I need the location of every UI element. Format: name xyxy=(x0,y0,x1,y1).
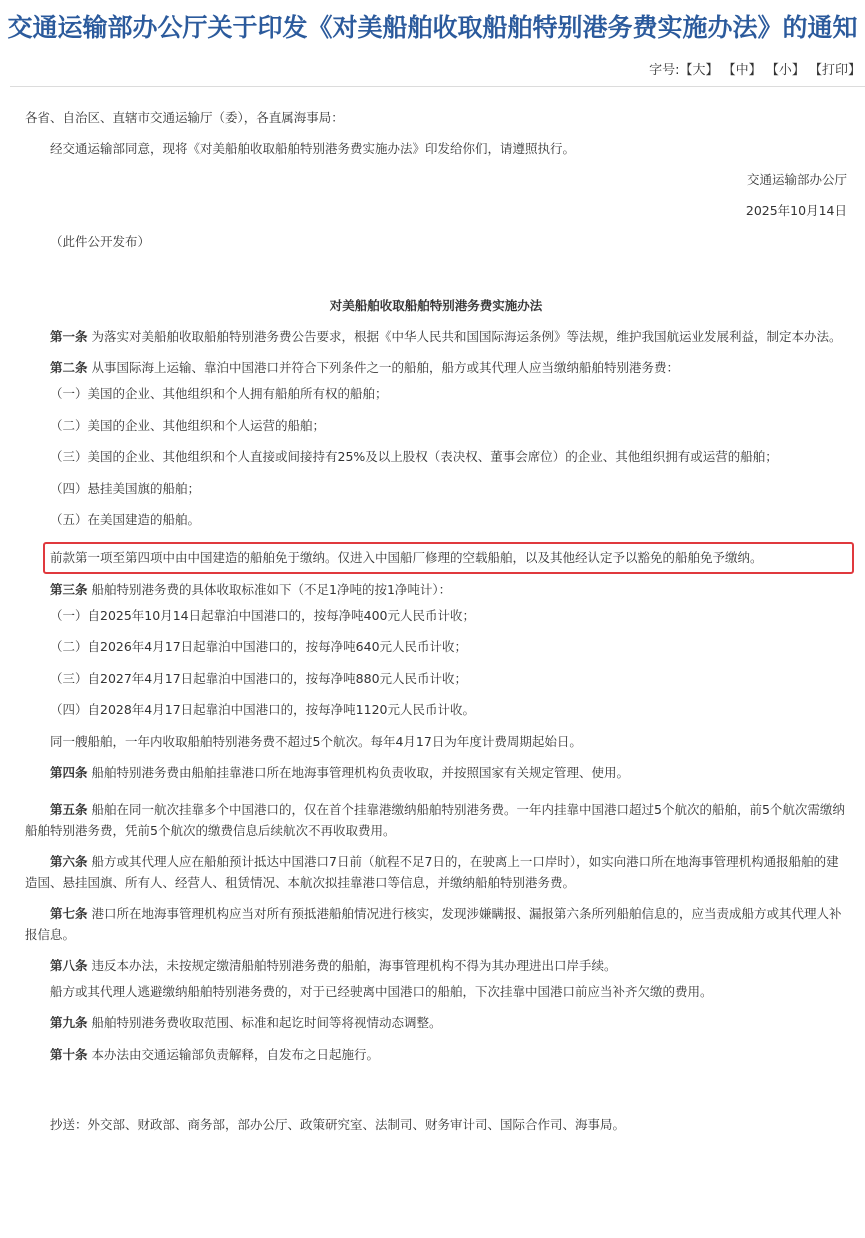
article-8-extra: 船方或其代理人逃避缴纳船舶特别港务费的，对于已经驶离中国港口的船舶，下次挂靠中国港口前应当补齐欠缴的费用。 xyxy=(50,983,713,999)
list-item: （五）在美国建造的船舶。 xyxy=(50,512,201,527)
article-text: 船方或其代理人应在船舶预计抵达中国港口7日前（航程不足7日的，在驶离上一口岸时），如实向港口所在地海事管理机构通报船舶的建造国、悬挂国旗、所有人、经营人、租赁情况、本航次拟挂靠港口等信息，并缴纳船舶特别港务费。 xyxy=(25,853,839,890)
article-label: 第九条 xyxy=(50,1015,88,1030)
article-label: 第二条 xyxy=(50,360,88,375)
article-6 xyxy=(25,851,847,893)
fee-note: 同一艘船舶，一年内收取船舶特别港务费不超过5个航次。每年4月17日为年度计费周期起始日。 xyxy=(50,733,582,749)
article-text: 本办法由交通运输部负责解释，自发布之日起施行。 xyxy=(91,1046,380,1062)
article-9 xyxy=(25,1007,847,1039)
article-label: 第八条 xyxy=(50,957,88,973)
article-label: 第一条 xyxy=(50,329,88,344)
article-label: 第七条 xyxy=(50,905,88,921)
page-title: 交通运输部办公厅关于印发《对美船舶收取船舶特别港务费实施办法》的通知 xyxy=(7,13,858,42)
font-medium-button[interactable]: 【中】 xyxy=(722,63,762,78)
font-large-button[interactable]: 【大】 xyxy=(679,63,719,78)
letter-body: 经交通运输部同意，现将《对美船舶收取船舶特别港务费实施办法》印发给你们，请遵照执行。 xyxy=(50,141,576,156)
list-item: （一）美国的企业、其他组织和个人拥有船舶所有权的船舶； xyxy=(50,386,388,401)
salutation: 各省、自治区、直辖市交通运输厅（委），各直属海事局： xyxy=(25,110,344,125)
list-item: （四）自2028年4月17日起靠泊中国港口的，按每净吨1120元人民币计收。 xyxy=(50,702,475,717)
list-item: （四）悬挂美国旗的船舶； xyxy=(50,480,201,496)
list-item: （二）自2026年4月17日起靠泊中国港口的，按每净吨640元人民币计收； xyxy=(50,639,468,654)
list-item: （一）自2025年10月14日起靠泊中国港口的，按每净吨400元人民币计收； xyxy=(50,607,475,623)
article-text: 船舶特别港务费收取范围、标准和起讫时间等将视情动态调整。 xyxy=(91,1015,442,1030)
article-text: 为落实对美船舶收取船舶特别港务费公告要求，根据《中华人民共和国国际海运条例》等法规，维护我国航运业发展利益，制定本办法。 xyxy=(91,329,842,344)
article-text: 船舶特别港务费由船舶挂靠港口所在地海事管理机构负责收取，并按照国家有关规定管理、使用。 xyxy=(91,765,630,780)
font-size-label: 字号: xyxy=(649,63,680,78)
article-text: 从事国际海上运输、靠泊中国港口并符合下列条件之一的船舶，船方或其代理人应当缴纳船舶特别港务费： xyxy=(91,360,680,375)
article-4 xyxy=(25,757,847,789)
font-size-bar xyxy=(10,62,865,87)
issuer-signature: 交通运输部办公厅 xyxy=(746,172,847,187)
article-2 xyxy=(25,357,847,378)
article-label: 第五条 xyxy=(50,801,88,817)
highlighted-exemption: 前款第一项至第四项中由中国建造的船舶免于缴纳。仅进入中国船厂修理的空载船舶，以及其他经认定予以豁免的船舶免予缴纳。 xyxy=(43,542,854,574)
article-text: 港口所在地海事管理机构应当对所有预抵港船舶情况进行核实，发现涉嫌瞒报、漏报第六条所列船舶信息的，应当责成船方或其代理人补报信息。 xyxy=(25,905,842,942)
list-item: （三）自2027年4月17日起靠泊中国港口的，按每净吨880元人民币计收； xyxy=(50,670,468,686)
article-label: 第三条 xyxy=(50,581,88,597)
article-text: 船舶特别港务费的具体收取标准如下（不足1净吨的按1净吨计）： xyxy=(91,581,452,597)
list-item: （三）美国的企业、其他组织和个人直接或间接持有25%及以上股权（表决权、董事会席位）的企业、其他组织拥有或运营的船舶； xyxy=(50,449,778,464)
article-3 xyxy=(25,579,847,600)
article-text: 违反本办法，未按规定缴清船舶特别港务费的船舶，海事管理机构不得为其办理进出口岸手续。 xyxy=(91,957,617,973)
publish-note: （此件公开发布） xyxy=(50,234,151,249)
article-label: 第十条 xyxy=(50,1046,88,1062)
article-text: 船舶在同一航次挂靠多个中国港口的，仅在首个挂靠港缴纳船舶特别港务费。一年内挂靠中国港口超过5个航次的船舶，前5个航次需缴纳船舶特别港务费，凭前5个航次的缴费信息后续航次不再收取费用。 xyxy=(25,801,845,838)
article-10 xyxy=(25,1039,847,1071)
article-label: 第六条 xyxy=(50,853,88,869)
cc-list: 抄送：外交部、财政部、商务部，部办公厅、政策研究室、法制司、财务审计司、国际合作司、海事局。 xyxy=(50,1117,626,1132)
print-button[interactable]: 【打印】 xyxy=(808,63,861,78)
font-small-button[interactable]: 【小】 xyxy=(765,63,805,78)
article-7 xyxy=(25,903,847,945)
document-title: 对美船舶收取船舶特别港务费实施办法 xyxy=(329,298,543,313)
article-5 xyxy=(25,799,847,841)
article-8 xyxy=(25,955,847,976)
article-label: 第四条 xyxy=(50,765,88,780)
list-item: （二）美国的企业、其他组织和个人运营的船舶； xyxy=(50,417,326,433)
article-1 xyxy=(25,326,847,347)
issue-date: 2025年10月14日 xyxy=(745,203,847,218)
article-content xyxy=(0,107,865,1135)
